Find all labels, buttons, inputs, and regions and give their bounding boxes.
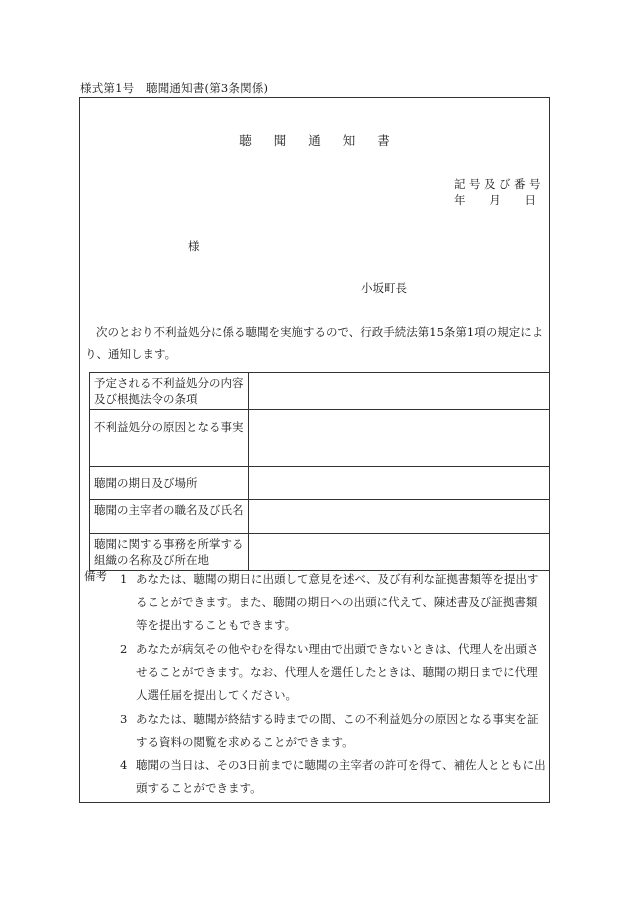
intro-text: 次のとおり不利益処分に係る聴聞を実施するので、行政手続法第15条第1項の規定により、通知します。: [85, 325, 544, 361]
table-row: [90, 373, 550, 410]
form-label: 様式第1号 聴聞通知書(第3条関係): [80, 81, 269, 95]
table-row: [90, 500, 550, 534]
row-label: 不利益処分の原因となる事実: [90, 410, 249, 467]
table-row: [90, 467, 550, 500]
row-value: [249, 373, 550, 410]
remark-note: [120, 754, 548, 800]
row-value: [249, 410, 550, 467]
date-day: 日: [524, 193, 536, 207]
table-row: [90, 534, 550, 571]
reference-date: [454, 192, 536, 208]
notice-frame: [79, 97, 550, 803]
row-label: 聴聞に関する事務を所掌する組織の名称及び所在地: [90, 534, 249, 571]
remark-note: [120, 708, 548, 754]
row-label: 予定される不利益処分の内容及び根拠法令の条項: [90, 373, 249, 410]
details-table: [89, 372, 550, 571]
addressee: 様: [188, 239, 200, 253]
row-label: 聴聞の主宰者の職名及び氏名: [90, 500, 249, 534]
note-text: あなたが病気その他やむを得ない理由で出頭できないときは、代理人を出頭させることができます。なお、代理人を選任したときは、聴聞の期日までに代理人選任届を提出してください。: [136, 642, 539, 702]
row-value: [249, 534, 550, 571]
row-label: 聴聞の期日及び場所: [90, 467, 249, 500]
date-month: 月: [489, 193, 501, 207]
date-year: 年: [454, 193, 466, 207]
note-number: 1: [120, 572, 128, 586]
remark-note: [120, 638, 548, 707]
note-number: 2: [120, 642, 128, 656]
row-value: [249, 500, 550, 534]
note-text: あなたは、聴聞の期日に出頭して意見を述べ、及び有利な証拠書類等を提出することができます。また、聴聞の期日への出頭に代えて、陳述書及び証拠書類等を提出することもできます。: [136, 572, 539, 632]
note-text: 聴聞の当日は、その3日前までに聴聞の主宰者の許可を得て、補佐人とともに出頭することができます。: [136, 758, 546, 795]
table-row: [90, 410, 550, 467]
row-value: [249, 467, 550, 500]
note-number: 4: [120, 758, 128, 772]
document-title: 聴聞通知書: [239, 133, 412, 148]
note-text: あなたは、聴聞が終結する時までの間、この不利益処分の原因となる事実を証する資料の閲覧を求めることができます。: [136, 712, 539, 749]
remark-note: [120, 568, 548, 637]
reference-block: [454, 176, 544, 208]
remarks-title: 備考: [84, 569, 107, 583]
reference-code: 記号及び番号: [454, 177, 544, 191]
issuer: 小坂町長: [361, 281, 407, 295]
note-number: 3: [120, 712, 128, 726]
